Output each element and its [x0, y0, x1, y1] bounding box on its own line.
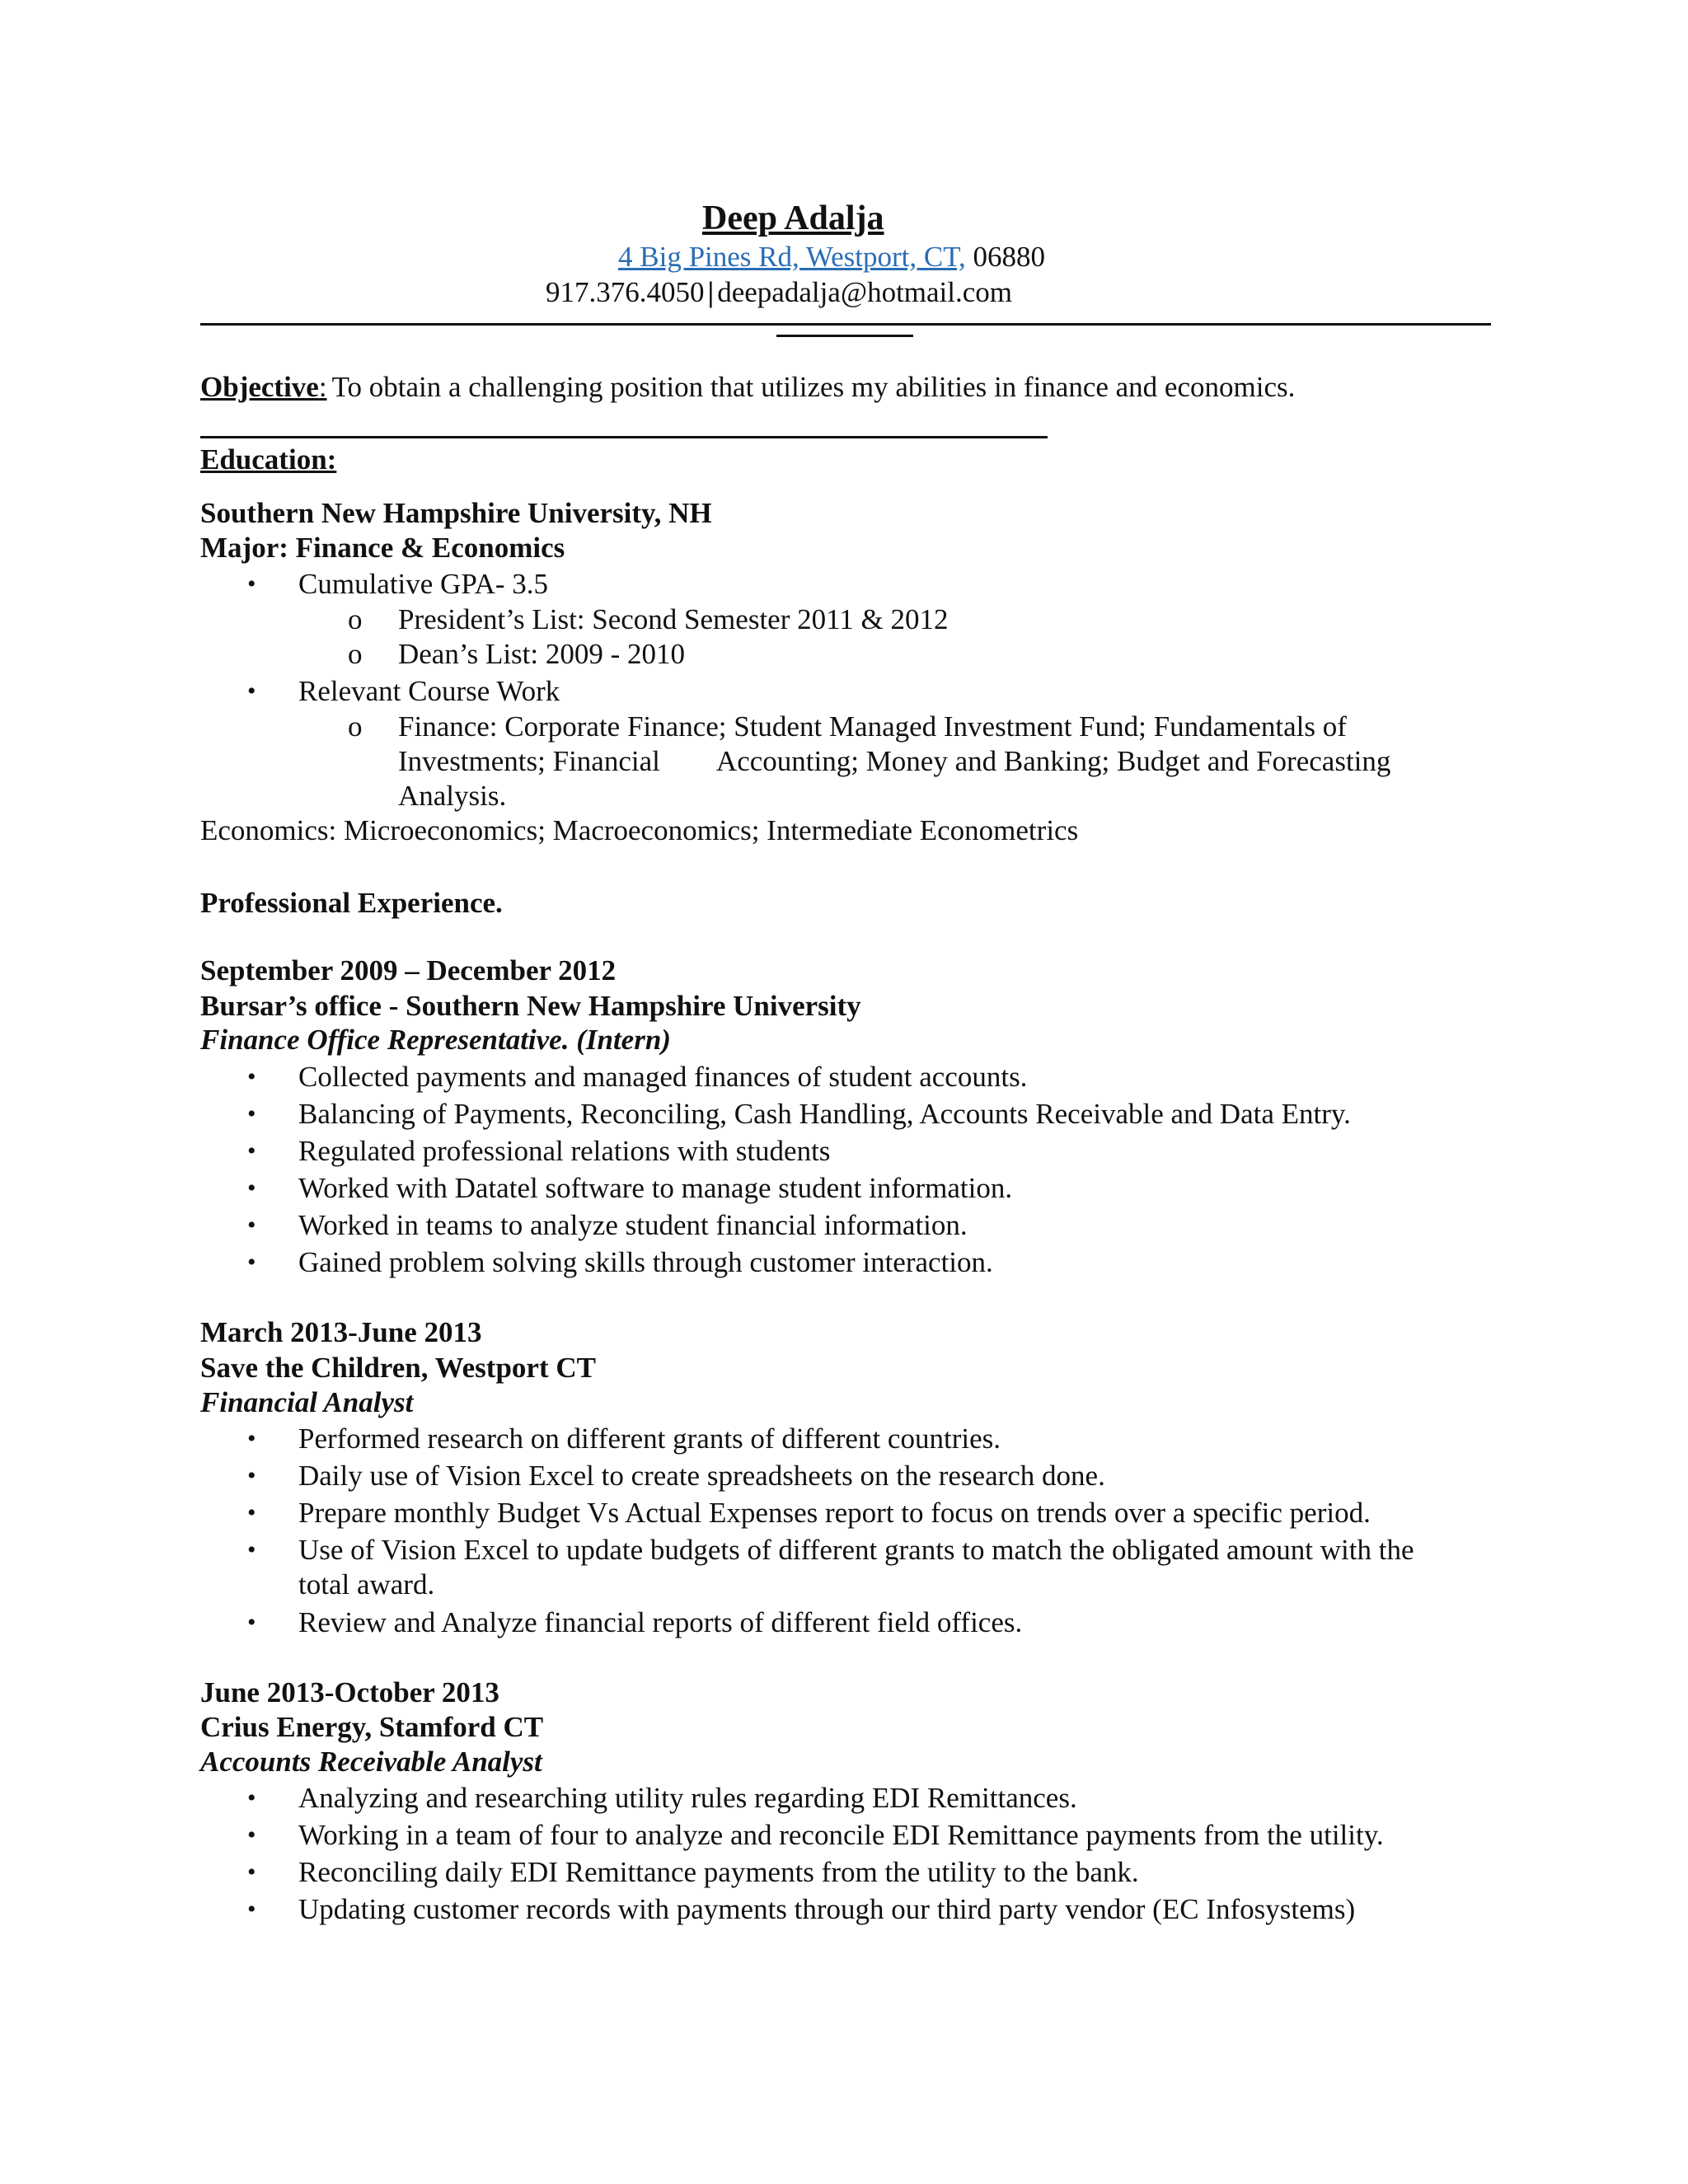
bullet: • [247, 1137, 256, 1165]
job-2-bullet-4: Use of Vision Excel to update budgets of different grants to match the obligated amount with the [298, 1534, 1414, 1566]
objective-label: Objective [200, 371, 319, 403]
job-1-bullet-1: Collected payments and managed finances of student accounts. [298, 1061, 1028, 1093]
job-1-title: Finance Office Representative. (Intern) [200, 1024, 671, 1056]
coursework-label: Relevant Course Work [298, 675, 560, 707]
header-divider [200, 323, 1491, 326]
bullet: • [247, 1609, 256, 1636]
job-1-bullet-3: Regulated professional relations with students [298, 1135, 831, 1167]
address-zip: 06880 [973, 241, 1045, 273]
job-3-bullet-3: Reconciling daily EDI Remittance payments from the utility to the bank. [298, 1856, 1139, 1888]
job-2-bullet-3: Prepare monthly Budget Vs Actual Expenses report to focus on trends over a specific period. [298, 1497, 1371, 1529]
job-2-bullet-4-cont: total award. [298, 1568, 435, 1601]
bullet: • [247, 1896, 256, 1923]
job-3-dates: June 2013-October 2013 [200, 1676, 499, 1708]
candidate-name: Deep Adalja [702, 199, 884, 237]
job-2-title: Financial Analyst [200, 1386, 414, 1418]
school-name: Southern New Hampshire University, NH [200, 497, 712, 529]
job-3-title: Accounts Receivable Analyst [200, 1746, 542, 1778]
bullet: • [247, 1063, 256, 1090]
finance-courses-line-1: Finance: Corporate Finance; Student Managed Investment Fund; Fundamentals of [398, 710, 1347, 743]
job-1-dates: September 2009 – December 2012 [200, 954, 617, 987]
contact-line [546, 274, 1012, 311]
phone-number: 917.376.4050 [546, 276, 705, 308]
objective-text: To obtain a challenging position that utilizes my abilities in finance and economics. [331, 371, 1296, 403]
bullet: • [247, 1499, 256, 1526]
address-link[interactable]: 4 Big Pines Rd, Westport, CT, [618, 241, 966, 273]
job-1-bullet-5: Worked in teams to analyze student financial information. [298, 1209, 968, 1241]
finance-courses-line-2: Investments; Financial Accounting; Money and Banking; Budget and Forecasting [398, 745, 1391, 777]
bullet: • [247, 1536, 256, 1563]
job-2-dates: March 2013-June 2013 [200, 1316, 482, 1348]
objective-line [200, 369, 1295, 405]
objective-colon: : [318, 371, 327, 403]
bullet-coursework: • [247, 677, 256, 705]
job-2-bullet-2: Daily use of Vision Excel to create spreadsheets on the research done. [298, 1460, 1105, 1492]
bullet: • [247, 1212, 256, 1239]
job-1-bullet-6: Gained problem solving skills through customer interaction. [298, 1246, 993, 1278]
objective-divider [200, 436, 1048, 438]
job-1-bullet-4: Worked with Datatel software to manage student information. [298, 1172, 1013, 1204]
bullet: • [247, 1100, 256, 1127]
job-2-org: Save the Children, Westport CT [200, 1352, 596, 1384]
job-3-bullet-1: Analyzing and researching utility rules regarding EDI Remittances. [298, 1782, 1077, 1814]
sub-bullet-honor-1: o [348, 603, 363, 635]
job-3-bullet-2: Working in a team of four to analyze and reconcile EDI Remittance payments from the utility. [298, 1819, 1384, 1851]
bullet: • [247, 1249, 256, 1276]
bullet: • [247, 1425, 256, 1452]
job-2-bullet-1: Performed research on different grants of different countries. [298, 1422, 1001, 1455]
honor-deans-list: Dean’s List: 2009 - 2010 [398, 638, 686, 670]
header-divider-short [776, 335, 913, 337]
sub-bullet-honor-2: o [348, 638, 363, 670]
economics-courses: Economics: Microeconomics; Macroeconomics; Intermediate Econometrics [200, 814, 1079, 846]
experience-heading: Professional Experience. [200, 887, 503, 919]
finance-courses-line-3: Analysis. [398, 780, 507, 812]
contact-separator: | [707, 276, 715, 308]
bullet: • [247, 1858, 256, 1886]
email-address: deepadalja@hotmail.com [717, 276, 1013, 308]
bullet: • [247, 1821, 256, 1849]
bullet: • [247, 1462, 256, 1489]
address-line [618, 239, 1045, 275]
bullet: • [247, 1784, 256, 1811]
gpa: Cumulative GPA- 3.5 [298, 568, 549, 600]
job-1-bullet-2: Balancing of Payments, Reconciling, Cash Handling, Accounts Receivable and Data Entry. [298, 1098, 1351, 1130]
job-2-bullet-5: Review and Analyze financial reports of different field offices. [298, 1606, 1023, 1638]
sub-bullet-finance: o [348, 710, 363, 743]
job-1-org: Bursar’s office - Southern New Hampshire University [200, 990, 861, 1022]
education-heading: Education: [200, 443, 337, 476]
honor-presidents-list: President’s List: Second Semester 2011 & 2012 [398, 603, 949, 635]
major: Major: Finance & Economics [200, 532, 565, 564]
bullet: • [247, 1174, 256, 1202]
bullet-gpa: • [247, 570, 256, 598]
job-3-org: Crius Energy, Stamford CT [200, 1711, 544, 1743]
job-3-bullet-4: Updating customer records with payments through our third party vendor (EC Infosystems) [298, 1893, 1356, 1925]
